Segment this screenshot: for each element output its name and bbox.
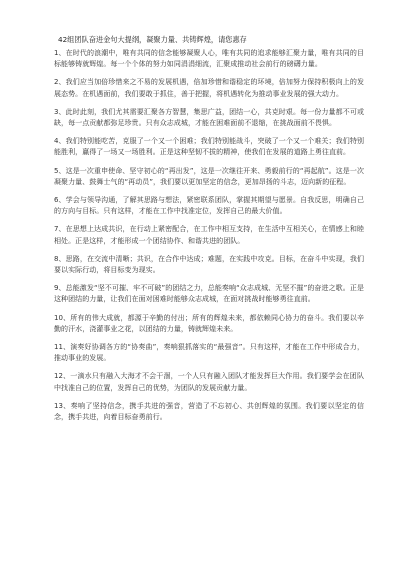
paragraph-3: 3、此时此刻，我们尤其需要汇聚各方智慧，集思广益，团结一心，共克时艰。每一份力量都不可或缺，每一点贡献都弥足珍贵。只有众志成城，才能在困难面前不退缩，在挑战面前不畏惧。 [54,107,364,128]
paragraph-7: 7、在思想上达成共识，在行动上紧密配合，在工作中相互支持，在生活中互相关心，在情感上和睦相处。正是这样，才能形成一个团结协作、和谐共进的团队。 [54,225,364,245]
paragraph-9: 9、总能激发“坚不可摧、牢不可破”的团结之力，总能奏响“众志成城、无坚不摧”的奋进之歌。正是这种团结的力量，让我们在面对困难时能够众志成城，在面对挑战时能够勇往直前。 [54,284,364,304]
paragraph-5: 5、这是一次重申使命、坚守初心的“再出发”，这是一次继往开来、勇毅前行的“再起航”。这是一次凝聚力量、鼓舞士气的“再动员”，我们要以更加坚定的信念，更加昂扬的斗志，迈向新的征程。 [54,166,364,186]
paragraph-12: 12、一滴水只有融入大海才不会干涸，一个人只有融入团队才能发挥巨大作用。我们要学会在团队中找准自己的位置，发挥自己的优势，为团队的发展贡献力量。 [54,372,364,392]
document-title: 42组团队奋进金句大提纲，凝聚力量、共铸辉煌，请您惠存 [58,35,247,44]
paragraph-1: 1、在时代的浪潮中，唯有共同的信念能够凝聚人心，唯有共同的追求能够汇聚力量，唯有共同的目标能够铸就辉煌。每一个个体的努力如同涓涓细流，汇聚成推动社会前行的磅礴力量。 [54,49,364,69]
paragraph-13: 13、奏响了坚持信念，携手共进的强音，营造了不忘初心、共创辉煌的氛围。我们要以坚定的信念，携手共进，向着目标奋勇前行。 [54,401,364,421]
paragraph-6: 6、学会与领导沟通，了解其思路与想法，紧密联系团队，掌握其期望与愿景。自我反思，明确自己的方向与目标。只有这样，才能在工作中找准定位，发挥自己的最大价值。 [54,195,364,216]
paragraph-4: 4、我们特别能吃苦，克服了一个又一个困难；我们特别能战斗，突破了一个又一个难关；我们特别能胜利，赢得了一场又一场胜利。正是这种坚韧不拔的精神，使我们在发展的道路上勇往直前。 [54,137,364,157]
paragraph-10: 10、所有的伟大成就，都源于辛勤的付出；所有的辉煌未来，都依赖同心协力的奋斗。我们要以辛勤的汗水，浇灌事业之花，以团结的力量，铸就辉煌未来。 [54,313,364,333]
paragraph-8: 8、思路，在交流中清晰；共识，在合作中达成；难题，在实践中攻克。目标，在奋斗中实现，我们要以实际行动，将目标变为现实。 [54,254,364,275]
paragraph-11: 11、演奏好协调各方的“协奏曲”，奏响狠抓落实的“最强音”。只有这样，才能在工作中形成合力，推动事业的发展。 [54,342,364,363]
paragraph-2: 2、我们应当加倍珍惜来之不易的发展机遇，倍加珍惜和谐稳定的环境，倍加努力保持积极向上的发展态势。在机遇面前，我们要敢于抓住，善于把握，将机遇转化为推动事业发展的强大动力。 [54,78,364,98]
